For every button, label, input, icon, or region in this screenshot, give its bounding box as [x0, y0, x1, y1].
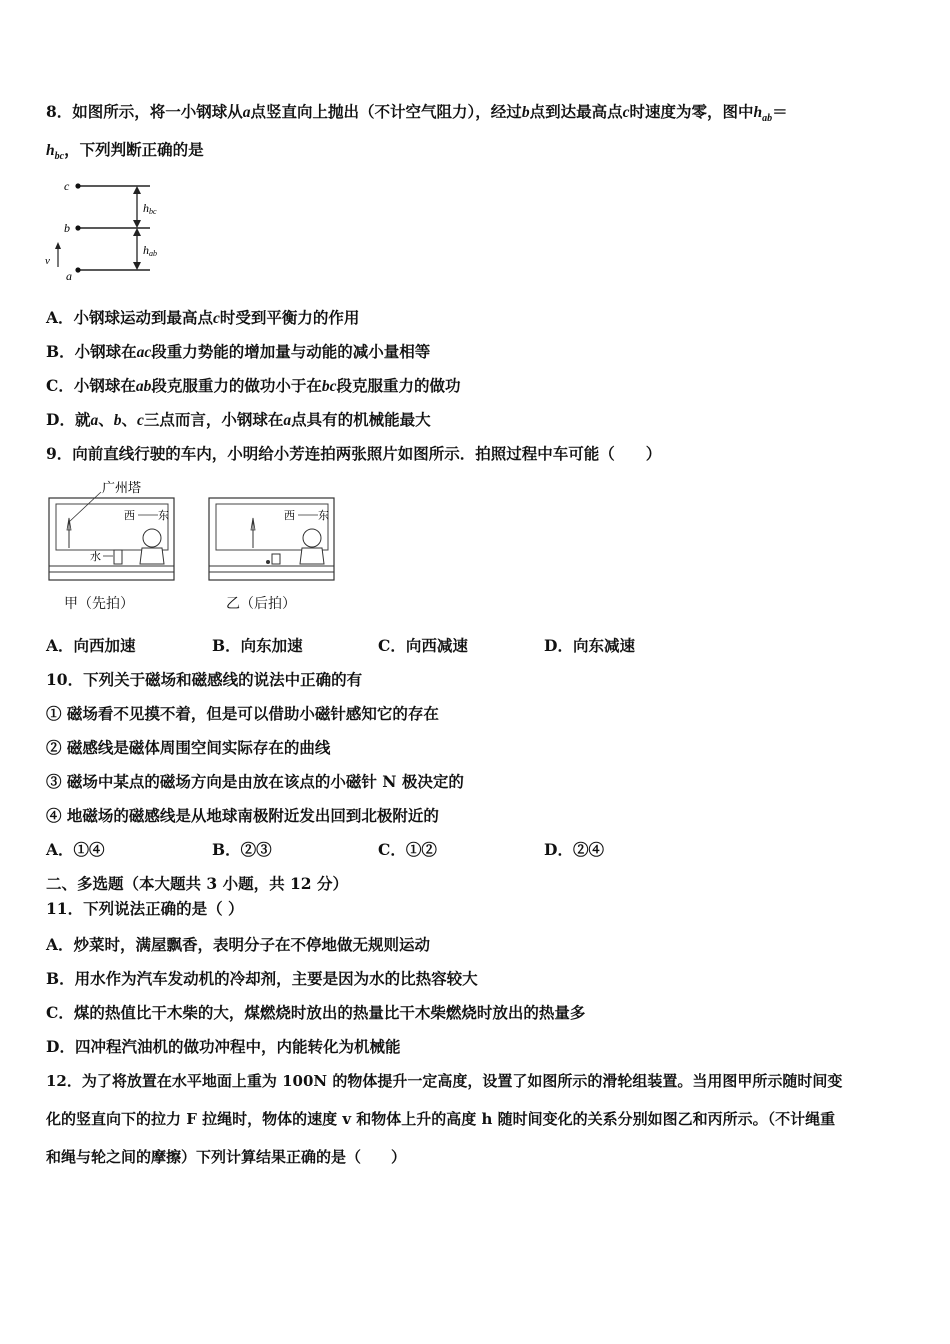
- q9-options: [46, 636, 906, 656]
- point-b: [75, 225, 80, 230]
- point-a: [75, 267, 80, 272]
- q12-stem-line3: 和绳与轮之间的摩擦）下列计算结果正确的是（ ）: [46, 1148, 407, 1166]
- right-person-head: [303, 529, 321, 547]
- q8-option-a: A．小钢球运动到最高点c时受到平衡力的作用: [46, 308, 360, 327]
- q11-stem: 11．下列说法正确的是（ ）: [46, 899, 244, 918]
- q8-stem-line2: $h_{bc}$，下列判断正确的是: [46, 140, 204, 163]
- left-person-head: [143, 529, 161, 547]
- q8-figure: [40, 172, 180, 284]
- label-b: b: [64, 221, 70, 235]
- label-c: c: [64, 179, 70, 193]
- label-hbc: hbc: [143, 201, 157, 216]
- q9-right-caption: 乙（后拍）: [226, 596, 296, 612]
- q11-option-d: D．四冲程汽油机的做功冲程中，内能转化为机械能: [46, 1037, 401, 1056]
- section-2-title: 二、多选题（本大题共 3 小题，共 12 分）: [46, 874, 348, 893]
- right-dir-east: 东: [318, 509, 329, 522]
- left-dir-east: 东: [158, 509, 169, 522]
- q11-option-b: B．用水作为汽车发动机的冷却剂，主要是因为水的比热容较大: [46, 969, 478, 988]
- q12-stem-line1: 12．为了将放置在水平地面上重为 100N 的物体提升一定高度，设置了如图所示的滑轮组装置。当用图甲所示随时间变: [46, 1072, 843, 1090]
- q8-option-c: C．小钢球在ab段克服重力的做功小于在bc段克服重力的做功: [46, 376, 461, 395]
- q10-item-2: ② 磁感线是磁体周围空间实际存在的曲线: [46, 738, 331, 757]
- q8-option-b: B．小钢球在ac段重力势能的增加量与动能的减小量相等: [46, 342, 431, 361]
- q10-option-c: C．①②: [378, 840, 437, 859]
- label-v: v: [45, 255, 50, 267]
- label-hab: hab: [143, 243, 157, 258]
- left-tower-label: 广州塔: [102, 481, 142, 496]
- q9-figure: [46, 478, 346, 584]
- q9-option-c: C．向西减速: [378, 636, 468, 655]
- q10-item-1: ① 磁场看不见摸不着，但是可以借助小磁针感知它的存在: [46, 704, 439, 723]
- right-dir-west: 西: [284, 509, 295, 522]
- q9-left-caption: 甲（先拍）: [64, 596, 134, 612]
- q10-option-b: B．②③: [212, 840, 272, 859]
- right-water-bottle: [272, 554, 280, 564]
- q11-option-c: C．煤的热值比干木柴的大，煤燃烧时放出的热量比干木柴燃烧时放出的热量多: [46, 1003, 586, 1022]
- left-water-bottle: [114, 550, 122, 564]
- point-c: [75, 183, 80, 188]
- left-water-label: 水: [90, 550, 101, 563]
- label-a: a: [66, 269, 72, 283]
- q8-stem-line1: 8．如图所示，将一小钢球从a点竖直向上抛出（不计空气阻力），经过b点到达最高点c时速度为零，图中$h_{ab}=$: [46, 102, 788, 125]
- q10-option-d: D．②④: [544, 840, 604, 859]
- q11-option-a: A．炒菜时，满屋飘香，表明分子在不停地做无规则运动: [46, 935, 431, 954]
- q12-stem-line2: 化的竖直向下的拉力 F 拉绳时，物体的速度 v 和物体上升的高度 h 随时间变化的关系分别如图乙和丙所示。（不计绳重: [46, 1110, 836, 1128]
- q8-option-d: D．就a、b、c三点而言，小钢球在a点具有的机械能最大: [46, 410, 431, 429]
- q10-stem: 10．下列关于磁场和磁感线的说法中正确的有: [46, 670, 363, 689]
- q9-stem: 9．向前直线行驶的车内，小明给小芳连拍两张照片如图所示．拍照过程中车可能（ ）: [46, 444, 662, 463]
- q9-option-d: D．向东减速: [544, 636, 635, 655]
- q10-option-a: A．①④: [46, 840, 105, 859]
- q9-option-a: A．向西加速: [46, 636, 136, 655]
- q9-option-b: B．向东加速: [212, 636, 303, 655]
- q10-options: [46, 840, 906, 860]
- left-dir-west: 西: [124, 509, 135, 522]
- q10-item-4: ④ 地磁场的磁感线是从地球南极附近发出回到北极附近的: [46, 806, 439, 825]
- q10-item-3: ③ 磁场中某点的磁场方向是由放在该点的小磁针 N 极决定的: [46, 772, 464, 791]
